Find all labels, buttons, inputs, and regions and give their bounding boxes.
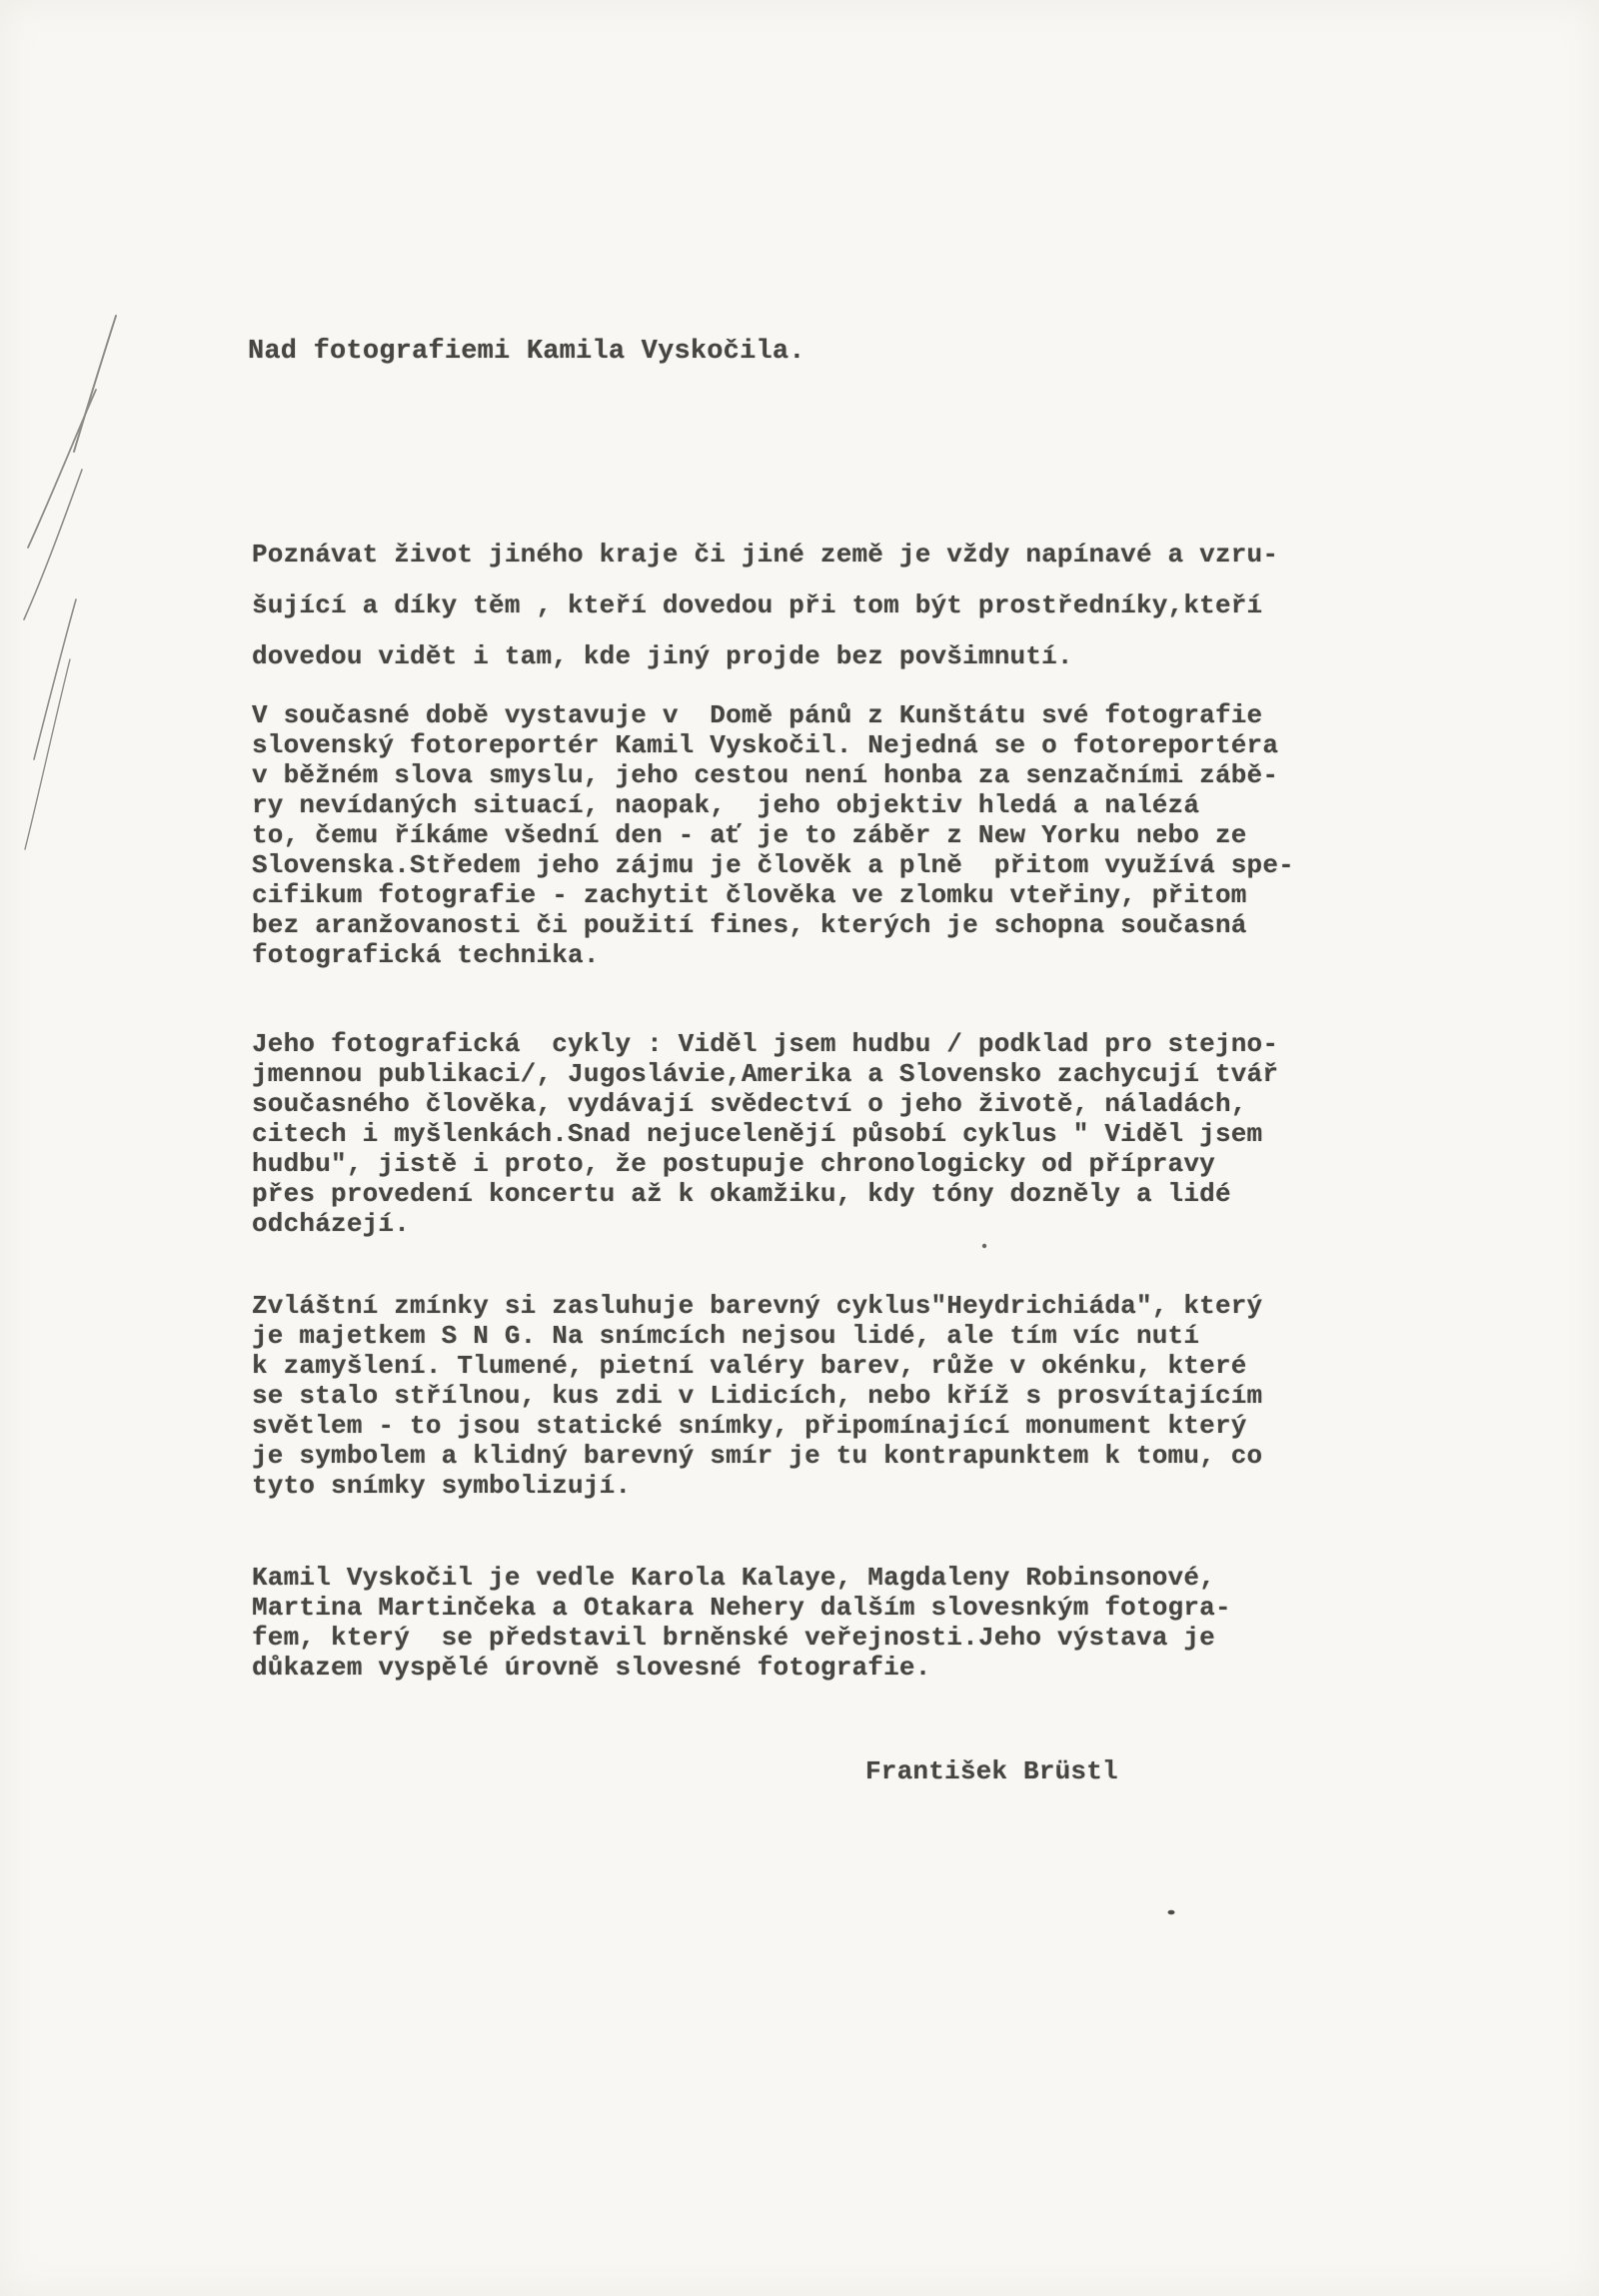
- text-line: v běžném slova smyslu, jeho cestou není honba za senzačními zábě-: [252, 760, 1279, 790]
- text-line: Slovenska.Středem jeho zájmu je člověk a plně přitom využívá spe-: [252, 850, 1294, 880]
- text-line: fotografická technika.: [252, 940, 600, 970]
- pencil-stroke: [74, 316, 116, 452]
- pencil-stroke: [25, 659, 70, 849]
- text-line: světlem - to jsou statické snímky, připomínající monument který: [252, 1411, 1247, 1441]
- text-line: slovenský fotoreportér Kamil Vyskočil. Nejedná se o fotoreportéra: [252, 730, 1279, 760]
- text-line: bez aranžovanosti či použití fines, kterých je schopna současná: [252, 910, 1247, 940]
- text-line: je symbolem a klidný barevný smír je tu kontrapunktem k tomu, co: [252, 1441, 1263, 1471]
- author-signature: František Brüstl: [865, 1756, 1118, 1786]
- text-line: V současné době vystavuje v Domě pánů z Kunštátu své fotografie: [252, 700, 1263, 730]
- paragraph-photo-cycles: [252, 1029, 1278, 1239]
- text-line: Jeho fotografická cykly : Viděl jsem hudbu / podklad pro stejno-: [252, 1029, 1279, 1059]
- text-line: se stalo střílnou, kus zdi v Lidicích, nebo kříž s prosvítajícím: [252, 1381, 1263, 1411]
- text-line: to, čemu říkáme všední den - ať je to záběr z New Yorku nebo ze: [252, 820, 1247, 850]
- ink-dot: [982, 1244, 986, 1248]
- text-line: hudbu", jistě i proto, že postupuje chronologicky od přípravy: [252, 1149, 1215, 1179]
- paragraph-introduction: [252, 530, 1278, 682]
- text-line: dovedou vidět i tam, kde jiný projde bez povšimnutí.: [252, 641, 1073, 671]
- ink-dot: [1168, 1910, 1175, 1915]
- text-line: šující a díky těm , kteří dovedou při tom být prostředníky,kteří: [252, 590, 1263, 620]
- text-line: fem, který se představil brněnské veřejnosti.Jeho výstava je: [252, 1623, 1215, 1653]
- text-line: je majetkem S N G. Na snímcích nejsou lidé, ale tím víc nutí: [252, 1321, 1200, 1351]
- text-line: Poznávat život jiného kraje či jiné země je vždy napínavé a vzru-: [252, 540, 1279, 570]
- paragraph-conclusion: [252, 1563, 1231, 1683]
- text-line: důkazem vyspělé úrovně slovesné fotografie.: [252, 1653, 931, 1683]
- text-line: k zamyšlení. Tlumené, pietní valéry barev, růže v okénku, které: [252, 1351, 1247, 1381]
- pencil-stroke: [34, 599, 76, 759]
- text-line: tyto snímky symbolizují.: [252, 1471, 632, 1501]
- text-line: cifikum fotografie - zachytit člověka ve zlomku vteřiny, přitom: [252, 880, 1247, 910]
- text-line: přes provedení koncertu až k okamžiku, kdy tóny dozněly a lidé: [252, 1179, 1231, 1209]
- text-line: Martina Martinčeka a Otakara Nehery dalším slovesnkým fotogra-: [252, 1593, 1231, 1623]
- paragraph-heydrichiada: [252, 1291, 1262, 1501]
- text-line: ry nevídaných situací, naopak, jeho objektiv hledá a nalézá: [252, 790, 1200, 820]
- text-line: jmennou publikaci/, Jugoslávie,Amerika a Slovensko zachycují tvář: [252, 1059, 1279, 1089]
- text-line: současného člověka, vydávají svědectví o jeho životě, náladách,: [252, 1089, 1247, 1119]
- text-line: citech i myšlenkách.Snad nejucelenějí působí cyklus " Viděl jsem: [252, 1119, 1263, 1149]
- paragraph-exhibition: [252, 700, 1294, 970]
- text-line: Zvláštní zmínky si zasluhuje barevný cyklus"Heydrichiáda", který: [252, 1291, 1263, 1321]
- text-line: Kamil Vyskočil je vedle Karola Kalaye, Magdaleny Robinsonové,: [252, 1563, 1215, 1593]
- document-title: Nad fotografiemi Kamila Vyskočila.: [248, 337, 805, 367]
- text-line: odcházejí.: [252, 1209, 411, 1239]
